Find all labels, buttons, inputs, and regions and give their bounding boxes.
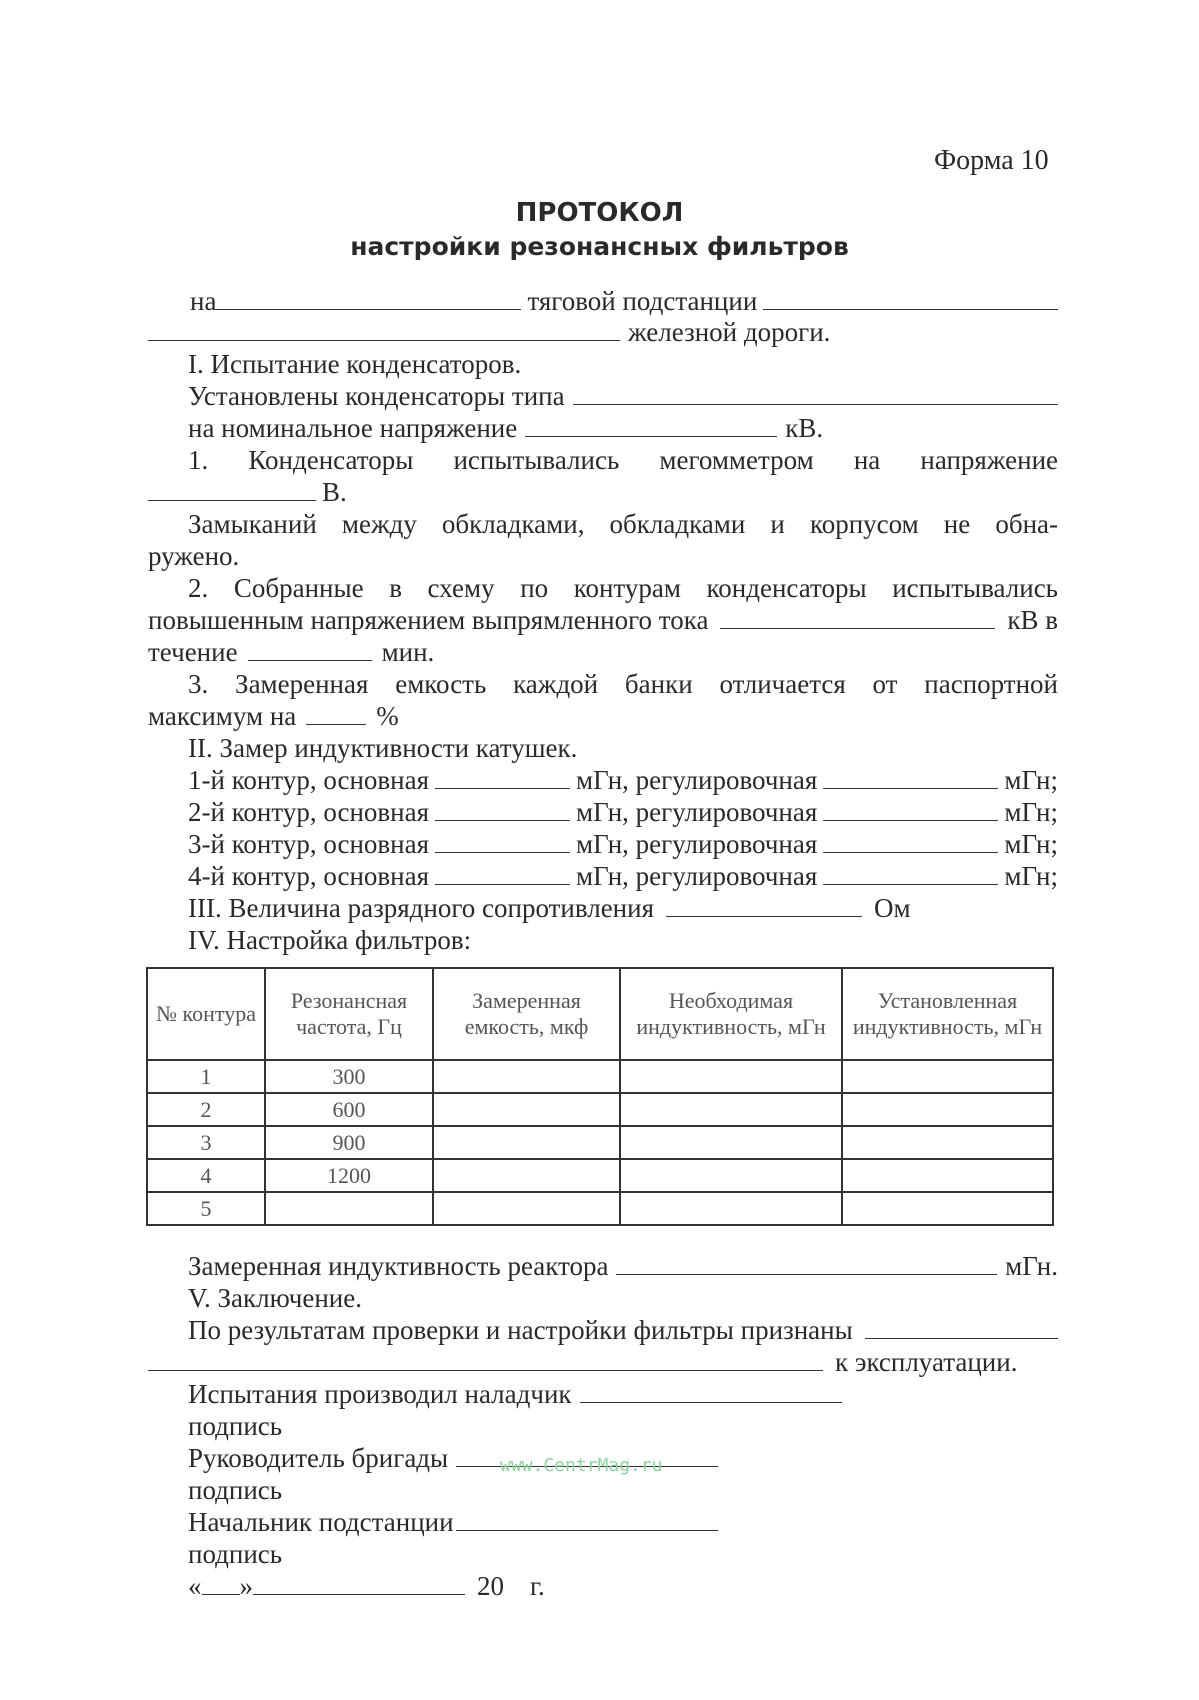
p2-line-c: течение мин.: [148, 637, 435, 667]
table-cell[interactable]: [433, 1192, 620, 1225]
signature-2-caption: подпись: [188, 1475, 283, 1505]
date-line: « » 20 г.: [188, 1571, 545, 1601]
table-cell[interactable]: [620, 1060, 842, 1093]
table-cell[interactable]: [842, 1159, 1053, 1192]
contour-2-adjust-field[interactable]: [823, 798, 998, 821]
table-cell[interactable]: [433, 1060, 620, 1093]
table-cell[interactable]: [842, 1192, 1053, 1225]
table-cell: 4: [147, 1159, 265, 1192]
table-cell[interactable]: [433, 1126, 620, 1159]
watermark: www.CentrMag.ru: [500, 1455, 663, 1476]
conclusion-field-b[interactable]: [148, 1348, 823, 1371]
substation-field[interactable]: [763, 287, 1058, 310]
conclusion-field-a[interactable]: [865, 1316, 1058, 1339]
signature-1-caption: подпись: [188, 1411, 283, 1441]
table-cell: 2: [147, 1093, 265, 1126]
p2-line-b: повышенным напряжением выпрямленного тока кВ в: [148, 605, 1058, 635]
conclusion-line-1: По результатам проверки и настройки фильтры признаны: [188, 1314, 1058, 1346]
rectified-voltage-field[interactable]: [720, 606, 995, 629]
header-installed-inductance: Установленная индуктивность, мГн: [842, 968, 1053, 1060]
adjuster-signature-field[interactable]: [580, 1380, 842, 1403]
table-cell[interactable]: [620, 1126, 842, 1159]
shorts-text-a: Замыканий между обкладками, обкладками и корпусом не обна-: [188, 509, 1058, 539]
megger-voltage-field[interactable]: [148, 478, 316, 501]
contour-4-line: 4-й контур, основная мГн, регулировочная мГн;: [188, 861, 1058, 891]
table-cell[interactable]: [842, 1060, 1053, 1093]
table-cell[interactable]: [842, 1126, 1053, 1159]
table-row: [147, 1060, 1053, 1093]
contour-1-line: 1-й контур, основная мГн, регулировочная мГн;: [188, 765, 1058, 795]
capacitor-type-field[interactable]: [573, 382, 1058, 405]
contour-1-main-field[interactable]: [435, 766, 570, 789]
section2-heading: II. Замер индуктивности катушек.: [188, 733, 578, 763]
contour-4-main-field[interactable]: [435, 862, 570, 885]
header-line-1: на тяговой подстанции: [190, 285, 1058, 317]
p1-voltage-line: В.: [148, 476, 347, 508]
signature-3-caption: подпись: [188, 1539, 283, 1569]
table-row: [147, 1192, 1053, 1225]
signature-1-line: Испытания производил наладчик: [188, 1378, 842, 1410]
table-row: [147, 1159, 1053, 1192]
table-cell[interactable]: [620, 1159, 842, 1192]
reactor-line: Замеренная индуктивность реактора мГн.: [188, 1251, 1058, 1281]
section1-heading: I. Испытание конденсаторов.: [188, 349, 522, 379]
contour-3-adjust-field[interactable]: [823, 830, 998, 853]
table-row: [147, 1126, 1053, 1159]
table-cell: 1: [147, 1060, 265, 1093]
header-required-inductance: Необходимая индуктивность, мГн: [620, 968, 842, 1060]
table-cell[interactable]: [620, 1192, 842, 1225]
table-cell: 900: [265, 1126, 433, 1159]
section3-line: III. Величина разрядного сопротивления Ом: [188, 893, 911, 923]
capacitor-type-line: Установлены конденсаторы типа: [188, 380, 1058, 412]
reactor-inductance-field[interactable]: [616, 1252, 997, 1275]
header-resonant-frequency: Резонансная частота, Гц: [265, 968, 433, 1060]
protocol-title: ПРОТОКОЛ: [515, 198, 684, 228]
form-number: Форма 10: [934, 145, 1049, 176]
shorts-text-b: ружено.: [148, 541, 240, 571]
contour-1-adjust-field[interactable]: [823, 766, 998, 789]
substation-chief-signature-field[interactable]: [456, 1508, 718, 1531]
contour-3-main-field[interactable]: [435, 830, 570, 853]
table-cell: 300: [265, 1060, 433, 1093]
station-name-field[interactable]: [216, 287, 521, 310]
protocol-subtitle: настройки резонансных фильтров: [350, 232, 849, 261]
table-cell: 3: [147, 1126, 265, 1159]
nominal-voltage-field[interactable]: [525, 414, 777, 437]
table-row: [147, 1093, 1053, 1126]
table-cell: 5: [147, 1192, 265, 1225]
filter-settings-table: [146, 967, 1054, 1226]
capacity-deviation-field[interactable]: [306, 702, 366, 725]
railway-field[interactable]: [148, 318, 620, 341]
discharge-resistance-field[interactable]: [666, 894, 862, 917]
table-cell[interactable]: [620, 1093, 842, 1126]
date-day-field[interactable]: [202, 1572, 240, 1595]
conclusion-line-2: к эксплуатации.: [148, 1346, 1048, 1378]
date-month-field[interactable]: [253, 1572, 465, 1595]
table-cell[interactable]: [265, 1192, 433, 1225]
contour-3-line: 3-й контур, основная мГн, регулировочная мГн;: [188, 829, 1058, 859]
table-cell: 600: [265, 1093, 433, 1126]
table-header-row: [147, 968, 1053, 1060]
table-cell: 1200: [265, 1159, 433, 1192]
section4-heading: IV. Настройка фильтров:: [188, 925, 472, 955]
section5-heading: V. Заключение.: [188, 1283, 362, 1313]
contour-2-main-field[interactable]: [435, 798, 570, 821]
header-measured-capacity: Замеренная емкость, мкф: [433, 968, 620, 1060]
contour-4-adjust-field[interactable]: [823, 862, 998, 885]
signature-2-line: Руководитель бригады: [188, 1442, 718, 1474]
contour-2-line: 2-й контур, основная мГн, регулировочная мГн;: [188, 797, 1058, 827]
header-line-2: железной дороги.: [148, 316, 1058, 348]
p3-line-b: максимум на %: [148, 701, 399, 731]
p2-text-a: 2. Собранные в схему по контурам конденсаторы испытывались: [188, 573, 1058, 603]
duration-field[interactable]: [248, 638, 372, 661]
nominal-voltage-line: на номинальное напряжение кВ.: [188, 413, 824, 443]
p3-text-a: 3. Замеренная емкость каждой банки отличается от паспортной: [188, 669, 1058, 699]
p1-text: 1. Конденсаторы испытывались мегомметром на напряжение: [188, 445, 1058, 475]
table-cell[interactable]: [433, 1093, 620, 1126]
header-contour-number: № контура: [147, 968, 265, 1060]
table-cell[interactable]: [433, 1159, 620, 1192]
signature-3-line: Начальник подстанции: [188, 1506, 718, 1538]
table-cell[interactable]: [842, 1093, 1053, 1126]
